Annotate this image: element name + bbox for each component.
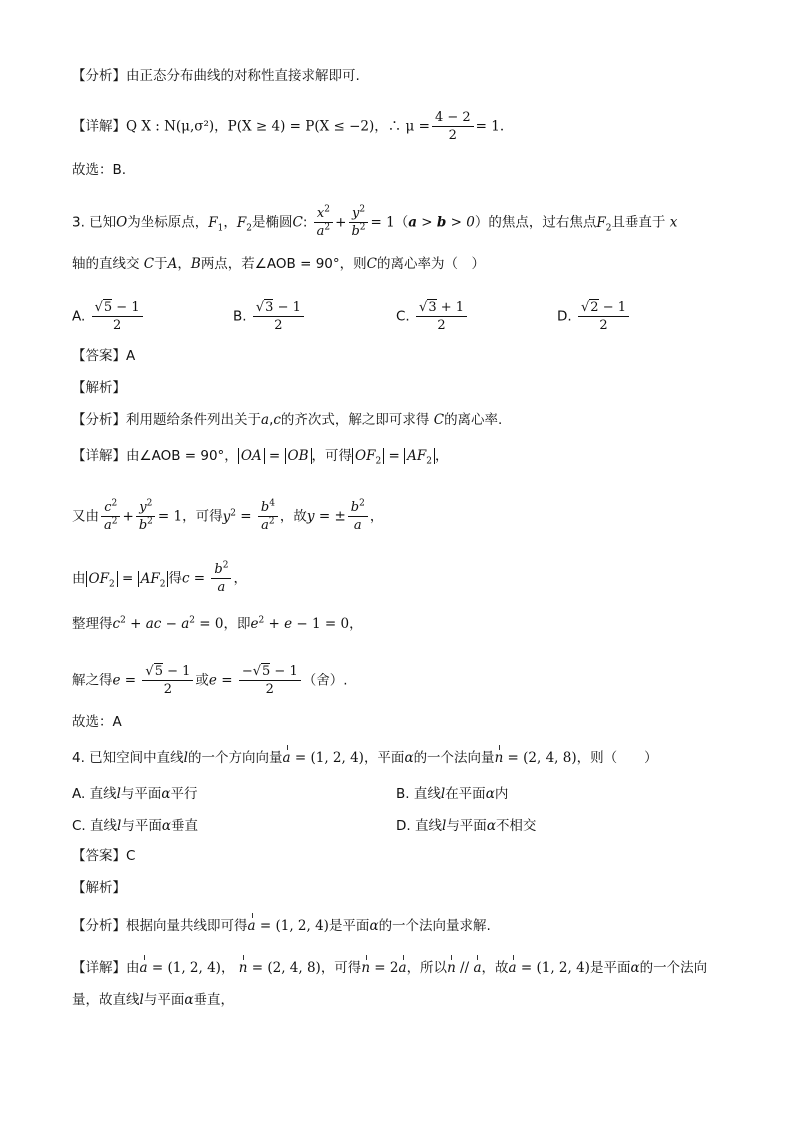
fenxi-3-a: 【分析】利用题给条件列出关于 xyxy=(72,412,261,428)
step-2-a: 由 xyxy=(72,570,86,587)
detail-result: = 1. xyxy=(475,118,505,135)
step-3: 整理得$c^2$ + ac − $a^2 = 0$，即$e^2 + e - 1 = 0$， xyxy=(72,615,363,632)
option-b xyxy=(233,300,306,333)
analysis-text: 【分析】由正态分布曲线的对称性直接求解即可. xyxy=(72,68,360,84)
q3-text-c: 是椭圆 xyxy=(251,214,293,231)
detail-dist: Q X : N(μ,σ²) xyxy=(126,118,215,135)
var-F1: $F_1$ xyxy=(208,214,224,234)
q4-option-d: D. 直线l与平面α不相交 xyxy=(396,818,537,834)
answer-4 xyxy=(72,846,734,866)
q4-option-c-3: 垂直 xyxy=(170,818,198,834)
var-F2: $F_2$ xyxy=(236,214,252,234)
q4-option-c-1: C. 直线 xyxy=(72,818,118,834)
xiangjie-4-a: 【详解】由 xyxy=(72,960,140,976)
answer-4-text: 【答案】C xyxy=(72,848,136,864)
xiangjie-3: 【详解】由∠AOB = 90°， OA = OB ，可得 $OF_2 = AF_2$ ， xyxy=(72,448,449,467)
q3-paren-open: （ xyxy=(394,214,409,231)
jiexi-3 xyxy=(72,378,734,398)
step-4-b: 或 xyxy=(195,672,209,689)
fenxi-4-a: 【分析】根据向量共线即可得 xyxy=(72,918,248,934)
last-b: 与平面 xyxy=(143,992,185,1008)
mu-fraction: $\frac{4 - 2}{2}$ xyxy=(432,110,474,143)
xiangjie-4-b: ， xyxy=(220,960,235,976)
q4-a: 4. 已知空间中直线 xyxy=(72,750,184,766)
step-4: 解之得e = $\frac{√5 - 1}{2}$ 或e = $\frac{-√5 - 1}{2}$ （舍）. xyxy=(72,664,348,697)
fenxi-3-c: 的离心率. xyxy=(444,412,503,428)
q4-option-a: A. 直线l与平面α平行 xyxy=(72,786,198,802)
jiexi-3-text: 【解析】 xyxy=(72,380,126,396)
q4-option-c-2: 与平面 xyxy=(121,818,162,834)
var-O: O xyxy=(116,214,128,231)
q4-option-b-2: 在平面 xyxy=(445,786,486,802)
step-1-b: ，可得 xyxy=(182,508,223,525)
step-3-a: 整理得 xyxy=(72,616,113,632)
step-4-a: 解之得 xyxy=(72,672,113,689)
step-1: 又由 $\frac{c^2}{a^2}$ + $\frac{y^2}{b^2}$ = 1，可得$y^2$ = $\frac{b^4}{a^2}$ ，故y = ± $\frac{b^2}{a}$ ， xyxy=(72,498,384,533)
option-c-value: $\frac{√3 + 1}{2}$ xyxy=(416,300,467,333)
q4-option-a-3: 平行 xyxy=(170,786,198,802)
select-3-text: 故选：A xyxy=(72,714,122,730)
last-c: 垂直， xyxy=(193,992,234,1008)
q4-option-d-3: 不相交 xyxy=(495,818,537,834)
xiangjie-4-g: 的一个法向 xyxy=(639,960,708,976)
q3-l2-c: 两点，若∠AOB = 90°，则 xyxy=(200,256,367,272)
step-3-b: ，即 xyxy=(223,616,251,632)
answer-3 xyxy=(72,346,734,366)
q4-option-d-2: 与平面 xyxy=(446,818,487,834)
fenxi-4: 【分析】根据向量共线即可得a = (1, 2, 4)是平面α的一个法向量求解. xyxy=(72,918,491,934)
q4-option-b: B. 直线l在平面α内 xyxy=(396,786,509,802)
detail-prob: ，P(X ≥ 4) = P(X ≤ −2)，∴ μ = xyxy=(214,118,430,135)
last-a: 量，故直线 xyxy=(72,992,140,1008)
step-1-c: ，故 xyxy=(279,508,307,525)
option-b-label: B. xyxy=(233,308,247,325)
step-2-b: 得 xyxy=(168,570,182,587)
question-4: 4. 已知空间中直线l的一个方向向量a = (1, 2, 4)，平面α的一个法向量n = (2, 4, 8)，则（ ） xyxy=(72,750,658,766)
select-b: 故选：B. xyxy=(72,162,127,178)
q3-l2-d: 的离心率为（ ） xyxy=(376,256,485,272)
q4-option-a-2: 与平面 xyxy=(120,786,162,802)
xiangjie-3-b: ，可得 xyxy=(311,448,353,464)
option-a xyxy=(72,300,145,333)
q4-option-d-1: D. 直线 xyxy=(396,818,442,834)
option-d xyxy=(557,300,631,333)
q4-option-b-1: B. 直线 xyxy=(396,786,441,802)
step-1-a: 又由 xyxy=(72,508,99,525)
select-line xyxy=(72,160,734,180)
fenxi-4-b: 是平面 xyxy=(328,918,370,934)
jiexi-4-text: 【解析】 xyxy=(72,880,126,896)
ellipse-x-term: $\frac{x^2}{a^2}$ xyxy=(314,206,334,239)
select-3 xyxy=(72,712,734,732)
jiexi-4 xyxy=(72,878,734,898)
xiangjie-4-f: 是平面 xyxy=(589,960,631,976)
fenxi-4-c: 的一个法向量求解. xyxy=(378,918,491,934)
q3-text-e: ）的焦点，过右焦点 xyxy=(474,214,597,231)
q4-option-c: C. 直线l与平面α垂直 xyxy=(72,818,198,834)
q4-option-b-3: 内 xyxy=(494,786,509,802)
xiangjie-3-a: 【详解】由∠AOB = 90°， xyxy=(72,448,238,464)
detail-line xyxy=(72,110,734,143)
option-d-value: $\frac{√2 - 1}{2}$ xyxy=(578,300,629,333)
step-4-c: （舍）. xyxy=(302,672,348,689)
step-2: 由 $OF_2 = AF_2$ 得c = $\frac{b^2}{a}$ ， xyxy=(72,560,247,595)
q3-text-a: 3. 已知 xyxy=(72,214,117,231)
q3-text-f: 且垂直于 xyxy=(611,214,666,231)
option-c-label: C. xyxy=(396,308,410,325)
xiangjie-4-e: ，故 xyxy=(481,960,509,976)
q3-l2-a: 轴的直线交 xyxy=(72,256,140,272)
q4-e: ，则（ ） xyxy=(576,750,658,766)
q4-d: 的一个法向量 xyxy=(413,750,495,766)
option-d-label: D. xyxy=(557,308,572,325)
question-3-line2: 轴的直线交 C于A，B两点，若∠AOB = 90°，则C的离心率为（ ） xyxy=(72,256,485,272)
option-a-value: $\frac{√5 - 1}{2}$ xyxy=(92,300,143,333)
answer-3-text: 【答案】A xyxy=(72,348,136,364)
xiangjie-4-d: ，所以 xyxy=(406,960,448,976)
last-line: 量，故直线l与平面α垂直， xyxy=(72,992,234,1008)
ellipse-y-term: $\frac{y^2}{b^2}$ xyxy=(348,206,368,239)
fenxi-3: 【分析】利用题给条件列出关于a,c的齐次式，解之即可求得 C的离心率. xyxy=(72,412,503,428)
question-3: 3. 已知O为坐标原点，$F_1$，$F_2$是椭圆C: $\frac{x^2}{a^2}$ + $\frac{y^2}{b^2}$ = 1（a > b > 0）的焦点，过右焦点$F_2$且垂直于 x xyxy=(72,204,678,239)
q4-b: 的一个方向向量 xyxy=(188,750,283,766)
q3-text-b: 为坐标原点， xyxy=(127,214,209,231)
fenxi-3-b: 的齐次式，解之即可求得 xyxy=(280,412,430,428)
q4-c: ，平面 xyxy=(363,750,405,766)
detail-label: 【详解】 xyxy=(72,118,126,135)
xiangjie-4-c: ，可得 xyxy=(320,960,362,976)
analysis-line xyxy=(72,66,734,86)
option-b-value: $\frac{√3 - 1}{2}$ xyxy=(253,300,304,333)
option-c xyxy=(396,300,469,333)
option-a-label: A. xyxy=(72,308,86,325)
xiangjie-4: 【详解】由a = (1, 2, 4)， n = (2, 4, 8)，可得n = 2a，所以n // a，故a = (1, 2, 4)是平面α的一个法向 xyxy=(72,960,708,976)
q3-l2-b: 于 xyxy=(154,256,168,272)
q4-option-a-1: A. 直线 xyxy=(72,786,117,802)
